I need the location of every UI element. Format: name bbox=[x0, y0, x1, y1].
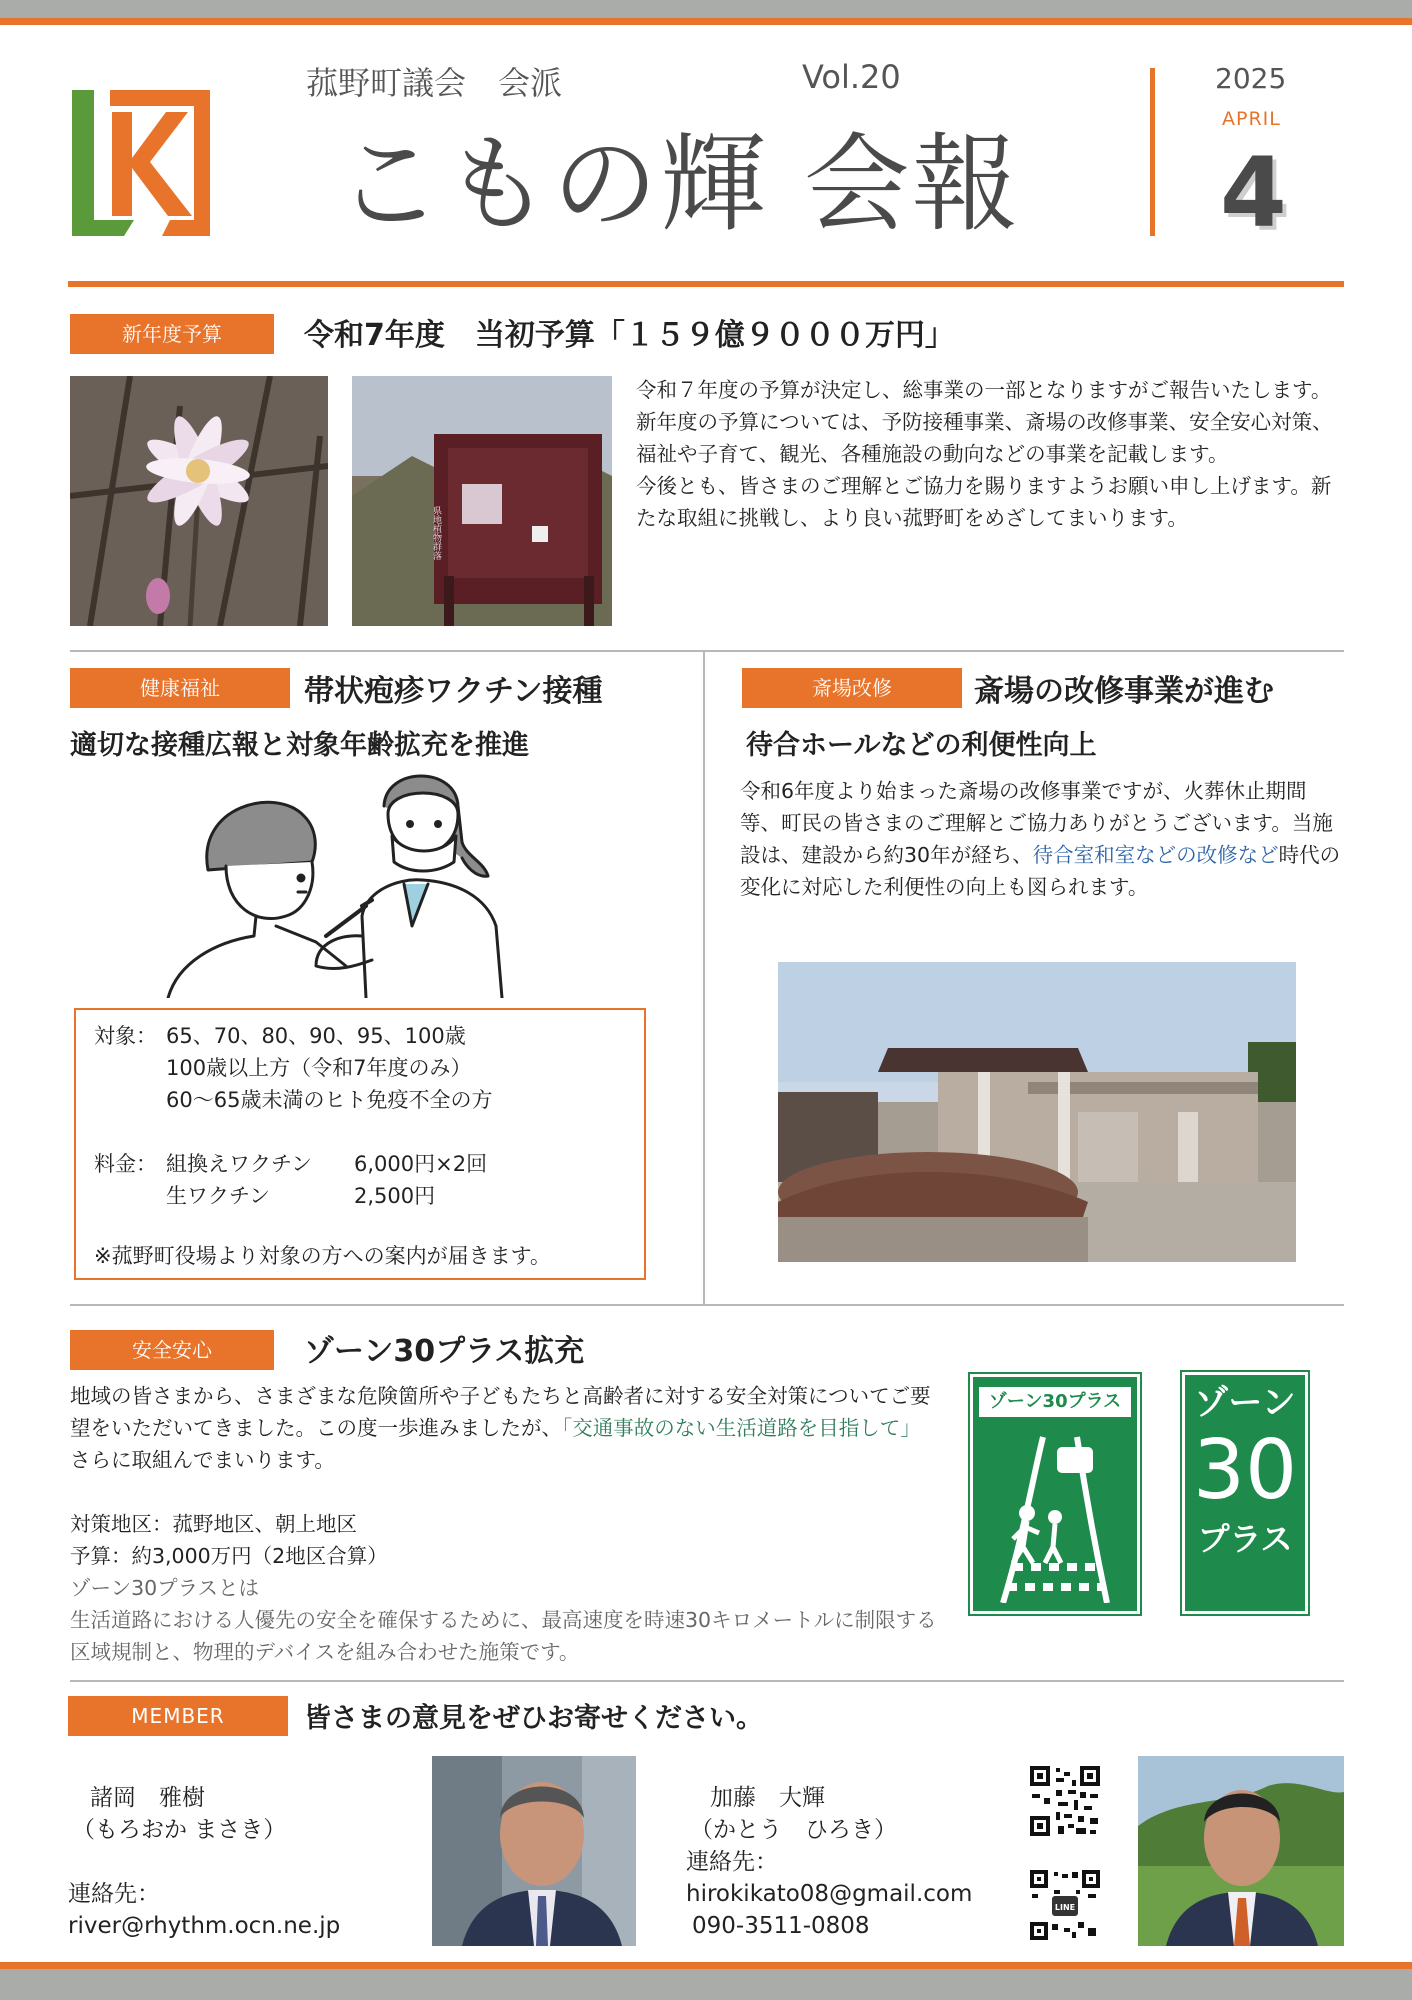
sign-board-photo bbox=[352, 376, 612, 626]
crematorium-text: 令和6年度より始まった斎場の改修事業ですが、火葬休止期間等、町民の皆さまのご理解とご協力ありがとうございます。当施設は、建設から約30年が経ち、 bbox=[740, 779, 1333, 867]
crematorium-subtitle: 待合ホールなどの利便性向上 bbox=[746, 730, 1097, 761]
budget-body bbox=[636, 374, 1346, 534]
header-vol: Vol.20 bbox=[802, 58, 901, 96]
magnolia-photo bbox=[70, 376, 328, 626]
target-item: 65、70、80、90、95、100歳 bbox=[166, 1024, 466, 1048]
header-month-number: 4 bbox=[1220, 137, 1287, 249]
vaccine-title: 帯状疱疹ワクチン接種 bbox=[304, 674, 603, 709]
zone30-number-sign bbox=[1182, 1372, 1308, 1614]
header-divider bbox=[1150, 68, 1155, 236]
crematorium-highlight: 待合室和室などの改修など bbox=[1032, 843, 1279, 867]
header-year: 2025 bbox=[1215, 62, 1287, 95]
section-divider bbox=[70, 1680, 1344, 1682]
member-title: 皆さまの意見をぜひお寄せください。 bbox=[304, 1703, 763, 1734]
zone30-sign-bottom: プラス bbox=[1197, 1520, 1293, 1558]
section-divider bbox=[70, 650, 1344, 652]
member1-name: 諸岡 雅樹 bbox=[90, 1785, 205, 1811]
crematorium-photo bbox=[778, 962, 1296, 1262]
qr-code[interactable] bbox=[1028, 1764, 1102, 1838]
top-gray-bar bbox=[0, 0, 1412, 18]
member1-email[interactable]: river@rhythm.ocn.ne.jp bbox=[68, 1913, 341, 1939]
vaccination-illustration bbox=[166, 766, 526, 998]
member1-reading: （もろおか まさき） bbox=[72, 1817, 287, 1843]
header-title: こもの輝 会報 bbox=[336, 123, 1020, 246]
member2-phone[interactable]: 090-3511-0808 bbox=[692, 1913, 870, 1939]
member2-portrait bbox=[1138, 1756, 1344, 1946]
zone30-tag: 安全安心 bbox=[70, 1330, 274, 1370]
crematorium-title: 斎場の改修事業が進む bbox=[974, 674, 1274, 709]
target-item: 100歳以上方（令和7年度のみ） bbox=[166, 1056, 472, 1080]
header-underline bbox=[68, 281, 1344, 287]
section-divider bbox=[70, 1304, 1344, 1306]
zone30-about-text: 生活道路における人優先の安全を確保するために、最高速度を時速30キロメートルに制限する区域規制と、物理的デバイスを組み合わせた施策です。 bbox=[70, 1608, 937, 1664]
fee-row bbox=[166, 1180, 487, 1212]
header-org: 菰野町議会 会派 bbox=[306, 64, 563, 102]
zone30-text: さらに取組んでまいります。 bbox=[70, 1448, 335, 1472]
zone30-area: 対策地区：菰野地区、朝上地区 bbox=[70, 1512, 357, 1536]
zone30-about-title: ゾーン30プラスとは bbox=[70, 1576, 260, 1600]
header-month-label: APRIL bbox=[1222, 108, 1281, 130]
fee-name: 生ワクチン bbox=[166, 1184, 270, 1208]
zone30-sign-top: ゾーン bbox=[1194, 1383, 1296, 1423]
target-list bbox=[166, 1020, 492, 1116]
fee-label: 料金： bbox=[94, 1152, 157, 1176]
line-qr-code[interactable] bbox=[1028, 1868, 1102, 1942]
target-item: 60～65歳未満のヒト免疫不全の方 bbox=[166, 1088, 493, 1112]
budget-paragraph: 新年度の予算については、予防接種事業、斎場の改修事業、安全安心対策、福祉や子育て、観光、各種施設の動向などの事業を記載します。 bbox=[636, 410, 1333, 466]
zone30-highlight: 「交通事故のない生活道路を目指して」 bbox=[562, 1416, 921, 1440]
zone30-body bbox=[70, 1380, 940, 1476]
fee-price: 2,500円 bbox=[354, 1184, 436, 1208]
zone30-plus-road-sign bbox=[970, 1374, 1140, 1614]
fee-table bbox=[166, 1148, 487, 1212]
member2-contact-label: 連絡先： bbox=[686, 1849, 778, 1875]
zone30-sign-number: 30 bbox=[1192, 1423, 1298, 1518]
top-orange-bar bbox=[0, 18, 1412, 25]
budget-title: 令和7年度 当初予算「１５９億９０００万円」 bbox=[304, 318, 955, 353]
fee-price: 6,000円×2回 bbox=[354, 1152, 488, 1176]
vaccine-note: ※菰野町役場より対象の方への案内が届きます。 bbox=[94, 1244, 551, 1268]
budget-paragraph: 今後とも、皆さまのご理解とご協力を賜りますようお願い申し上げます。新たな取組に挑戦し、より良い菰野町をめざしてまいります。 bbox=[636, 474, 1332, 530]
line-label: LINE bbox=[1054, 1903, 1076, 1912]
target-label: 対象： bbox=[94, 1024, 157, 1048]
vaccine-tag: 健康福祉 bbox=[70, 668, 290, 708]
fee-name: 組換えワクチン bbox=[166, 1152, 312, 1176]
member2-name: 加藤 大輝 bbox=[710, 1785, 825, 1811]
member-tag: MEMBER bbox=[68, 1696, 288, 1736]
logo bbox=[70, 86, 212, 238]
budget-paragraph: 令和７年度の予算が決定し、総事業の一部となりますがご報告いたします。 bbox=[636, 378, 1332, 402]
zone30-sign-label: ゾーン30プラス bbox=[979, 1387, 1131, 1417]
sign-board-text: 県地植物群落 bbox=[431, 506, 441, 560]
zone30-details bbox=[70, 1508, 950, 1668]
member1-contact-label: 連絡先： bbox=[68, 1881, 160, 1907]
zone30-text: 地域の皆さまから、さまざまな危険箇所や子どもたちと高齢者に対する安全対策についてご要望をいただいてきました。この度一歩進みましたが、 bbox=[70, 1384, 931, 1440]
bottom-orange-bar bbox=[0, 1962, 1412, 1969]
member2-reading: （かとう ひろき） bbox=[690, 1817, 897, 1843]
zone30-budget: 予算：約3,000万円（2地区合算） bbox=[70, 1544, 388, 1568]
pedestrian-icon bbox=[973, 1417, 1137, 1603]
zone30-title: ゾーン30プラス拡充 bbox=[304, 1334, 585, 1369]
column-divider bbox=[703, 652, 705, 1304]
crematorium-tag: 斎場改修 bbox=[742, 668, 962, 708]
crematorium-body bbox=[740, 775, 1346, 903]
crematorium-text: 時代の変化に対応した利便性の向上も図られます。 bbox=[740, 843, 1341, 899]
fee-row bbox=[166, 1148, 487, 1180]
bottom-gray-bar bbox=[0, 1969, 1412, 2000]
member2-email[interactable]: hirokikato08@gmail.com bbox=[686, 1881, 973, 1907]
member1-portrait bbox=[432, 1756, 636, 1946]
vaccine-subtitle: 適切な接種広報と対象年齢拡充を推進 bbox=[70, 730, 529, 761]
budget-tag: 新年度予算 bbox=[70, 314, 274, 354]
vaccine-info-box bbox=[74, 1008, 646, 1280]
